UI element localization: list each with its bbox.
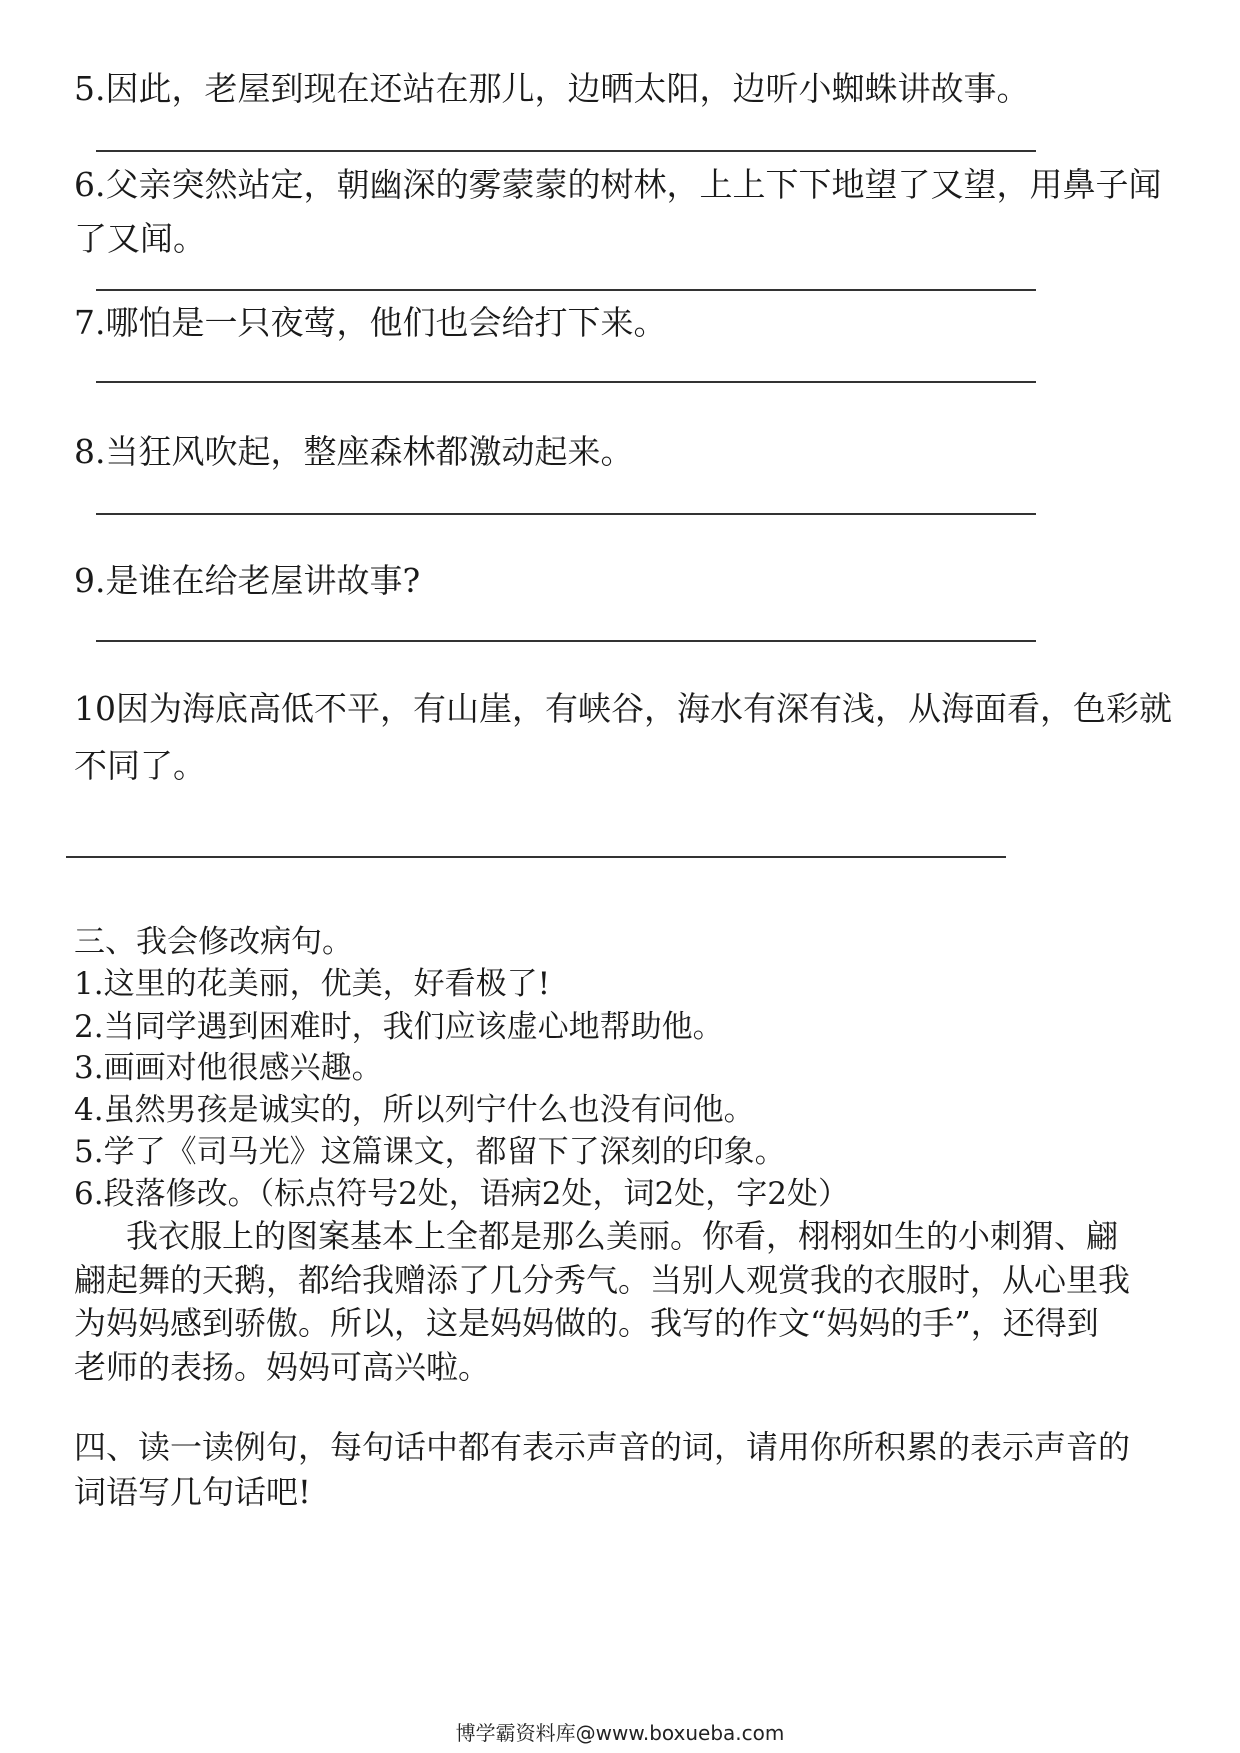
question-8: 8.当狂风吹起，整座森林都激动起来。: [74, 432, 634, 471]
answer-line-8: [96, 513, 1036, 515]
question-6-line1: 6.父亲突然站定，朝幽深的雾蒙蒙的树林，上上下下地望了又望，用鼻子闻: [74, 165, 1162, 204]
answer-line-7: [96, 381, 1036, 383]
paragraph-line-1: 我衣服上的图案基本上全都是那么美丽。你看，栩栩如生的小刺猬、翩: [126, 1217, 1119, 1255]
section4-line2: 词语写几句话吧!: [74, 1473, 311, 1511]
section3-item-6: 6.段落修改。（标点符号2处，语病2处，词2处，字2处）: [74, 1176, 849, 1212]
paragraph-line-3: 为妈妈感到骄傲。所以，这是妈妈做的。我写的作文“妈妈的手”，还得到: [74, 1304, 1099, 1342]
question-9: 9.是谁在给老屋讲故事?: [74, 561, 421, 600]
question-7: 7.哪怕是一只夜莺，他们也会给打下来。: [74, 303, 667, 342]
answer-line-9: [96, 640, 1036, 642]
question-10-line2: 不同了。: [74, 746, 206, 785]
paragraph-line-2: 翩起舞的天鹅，都给我赠添了几分秀气。当别人观赏我的衣服时，从心里我: [74, 1261, 1131, 1299]
section3-item-1: 1.这里的花美丽，优美，好看极了!: [74, 966, 551, 1002]
section3-item-5: 5.学了《司马光》这篇课文，都留下了深刻的印象。: [74, 1134, 786, 1170]
answer-line-5: [96, 150, 1036, 152]
section3-item-3: 3.画画对他很感兴趣。: [74, 1050, 383, 1086]
footer-watermark: 博学霸资料库@www.boxueba.com: [455, 1721, 785, 1745]
question-5: 5.因此，老屋到现在还站在那儿，边晒太阳，边听小蜘蛛讲故事。: [74, 69, 1030, 108]
section3-item-4: 4.虽然男孩是诚实的，所以列宁什么也没有问他。: [74, 1092, 755, 1128]
answer-line-10: [66, 856, 1006, 858]
section4-line1: 四、读一读例句，每句话中都有表示声音的词，请用你所积累的表示声音的: [74, 1428, 1131, 1466]
section3-heading: 三、我会修改病句。: [74, 924, 353, 960]
answer-line-6: [96, 289, 1036, 291]
paragraph-line-4: 老师的表扬。妈妈可高兴啦。: [74, 1348, 491, 1386]
section3-item-2: 2.当同学遇到困难时，我们应该虚心地帮助他。: [74, 1009, 724, 1045]
question-10-line1: 10因为海底高低不平，有山崖，有峡谷，海水有深有浅，从海面看，色彩就: [74, 689, 1172, 728]
question-6-line2: 了又闻。: [74, 219, 206, 258]
